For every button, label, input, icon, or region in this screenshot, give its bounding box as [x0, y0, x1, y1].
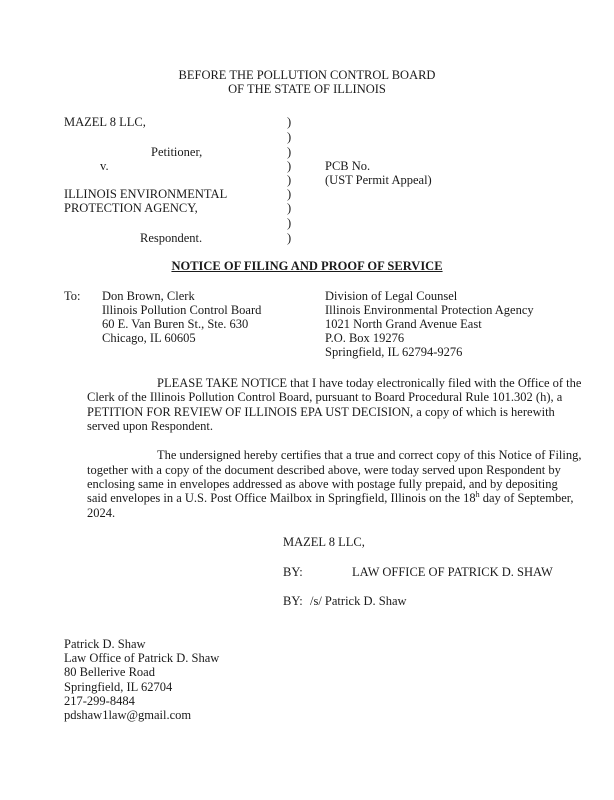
signature-by-label: BY: [283, 594, 303, 608]
versus: v. [100, 159, 109, 173]
notice-title [0, 259, 614, 273]
case-type: (UST Permit Appeal) [325, 173, 432, 187]
respondent-name-1: ILLINOIS ENVIRONMENTAL [64, 187, 228, 201]
caption-bracket: ) [287, 201, 292, 215]
notice-title-text: NOTICE OF FILING AND PROOF OF SERVICE [171, 259, 443, 273]
caption-bracket: ) [287, 216, 292, 230]
caption-bracket: ) [287, 173, 292, 187]
caption-bracket: ) [287, 231, 292, 245]
contact-email: pdshaw1law@gmail.com [64, 708, 192, 722]
certificate-paragraph-line: said envelopes in a U.S. Post Office Mailbox in Springfield, Illinois on the 18$^h$ day of September, [87, 489, 574, 505]
recipient-clerk-line: Illinois Pollution Control Board [102, 303, 262, 317]
respondent-role: Respondent. [140, 231, 203, 245]
caption-bracket: ) [287, 130, 292, 144]
contact-city: Springfield, IL 62704 [64, 680, 173, 694]
caption-bracket: ) [287, 115, 292, 129]
recipient-agency-line: 1021 North Grand Avenue East [325, 317, 482, 331]
notice-paragraph-line: PETITION FOR REVIEW OF ILLINOIS EPA UST DECISION, a copy of which is herewith [87, 405, 555, 419]
case-number: PCB No. [325, 159, 371, 173]
contact-street: 80 Bellerive Road [64, 665, 155, 679]
petitioner-role: Petitioner, [151, 145, 203, 159]
notice-paragraph-line: served upon Respondent. [87, 419, 214, 433]
recipient-clerk-line: Chicago, IL 60605 [102, 331, 196, 345]
caption-bracket: ) [287, 187, 292, 201]
respondent-name-2: PROTECTION AGENCY, [64, 201, 198, 215]
recipient-agency-line: Division of Legal Counsel [325, 289, 458, 303]
recipient-agency-line: Illinois Environmental Protection Agency [325, 303, 534, 317]
petitioner-name: MAZEL 8 LLC, [64, 115, 146, 129]
contact-name: Patrick D. Shaw [64, 637, 146, 651]
recipient-agency-line: P.O. Box 19276 [325, 331, 405, 345]
board-header-line1: BEFORE THE POLLUTION CONTROL BOARD [178, 68, 436, 82]
signature-party: MAZEL 8 LLC, [283, 535, 365, 549]
certificate-paragraph-line: The undersigned hereby certifies that a true and correct copy of this Notice of Filing, [157, 448, 582, 462]
certificate-paragraph-line: enclosing same in envelopes addressed as above with postage fully prepaid, and by depositing [87, 477, 558, 491]
to-label: To: [64, 289, 81, 303]
contact-phone: 217-299-8484 [64, 694, 135, 708]
recipient-agency-line: Springfield, IL 62794-9276 [325, 345, 463, 359]
signature-by-label: BY: [283, 565, 303, 579]
certificate-paragraph-line: together with a copy of the document described above, were today served upon Respondent by [87, 463, 561, 477]
contact-firm: Law Office of Patrick D. Shaw [64, 651, 220, 665]
certificate-paragraph-line: 2024. [87, 506, 116, 520]
caption-bracket: ) [287, 145, 292, 159]
recipient-clerk-line: 60 E. Van Buren St., Ste. 630 [102, 317, 249, 331]
recipient-clerk-line: Don Brown, Clerk [102, 289, 195, 303]
signature-signed: /s/ Patrick D. Shaw [310, 594, 407, 608]
signature-firm: LAW OFFICE OF PATRICK D. SHAW [352, 565, 553, 579]
board-header-line2: OF THE STATE OF ILLINOIS [228, 82, 386, 96]
notice-paragraph-line: Clerk of the Illinois Pollution Control Board, pursuant to Board Procedural Rule 101.302 (h), a [87, 390, 563, 404]
notice-paragraph-line: PLEASE TAKE NOTICE that I have today electronically filed with the Office of the [157, 376, 582, 390]
caption-bracket: ) [287, 159, 292, 173]
